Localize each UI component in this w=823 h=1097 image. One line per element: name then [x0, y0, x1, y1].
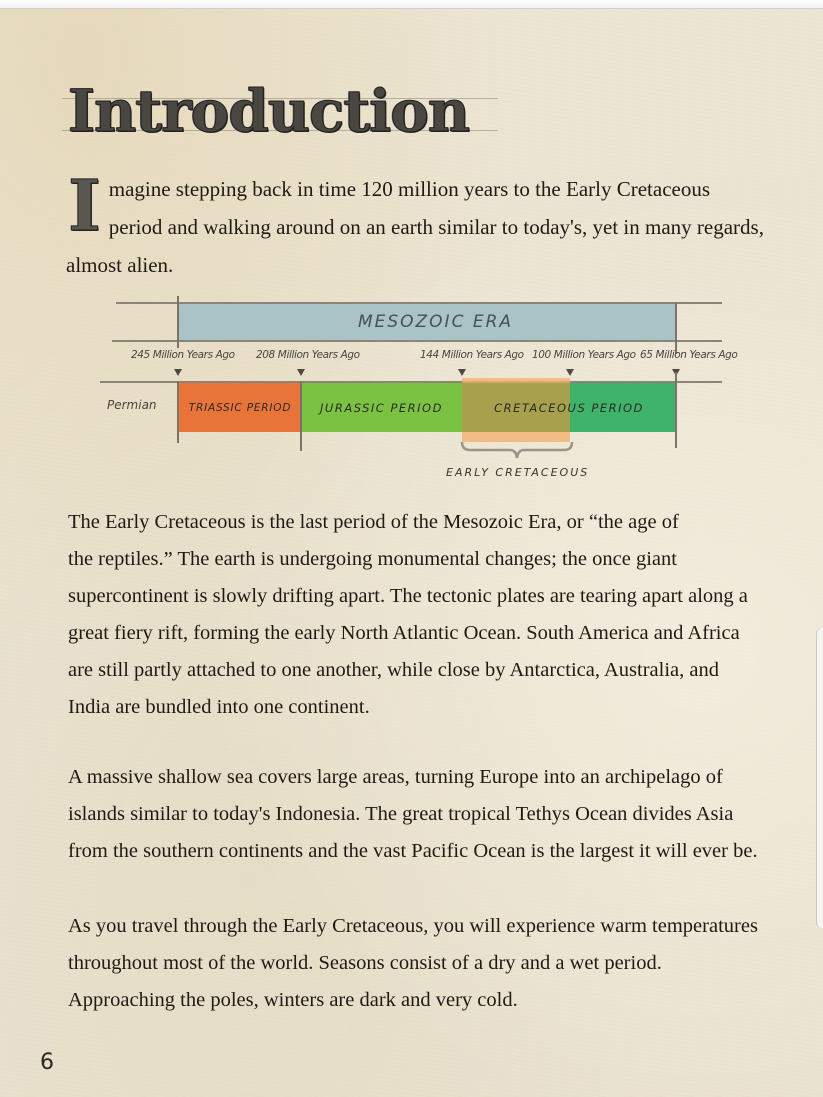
early-cretaceous-label: EARLY CRETACEOUS [446, 466, 590, 479]
brace-icon [460, 440, 574, 462]
cretaceous-label-wrap [462, 383, 676, 432]
era-label: MESOZOIC ERA [357, 312, 514, 332]
arrow-down-icon [174, 369, 182, 376]
paragraph-line: islands similar to today's Indonesia. The great tropical Tethys Ocean divides Asia [68, 803, 734, 825]
intro-line: magine stepping back in time 120 million years to the Early Cretaceous [108, 177, 711, 201]
period-bar-triassic [179, 383, 301, 432]
paragraph-line: Approaching the poles, winters are dark and very cold. [68, 989, 518, 1011]
era-end-line [675, 302, 677, 354]
marker-label: 100 Million Years Ago [532, 349, 636, 361]
intro-line: period and walking around on an earth similar to today's, yet in many regards, [108, 215, 764, 239]
period-divider [177, 381, 179, 443]
period-label: TRIASSIC PERIOD [188, 401, 292, 414]
paragraph-line: throughout most of the world. Seasons consist of a dry and a wet period. [68, 952, 662, 974]
marker-label: 245 Million Years Ago [131, 349, 235, 361]
intro-paragraph [66, 164, 768, 284]
intro-line: almost alien. [66, 253, 174, 277]
period-label: JURASSIC PERIOD [320, 400, 443, 415]
top-edge-strip [0, 0, 823, 9]
paragraph-line: India are bundled into one continent. [68, 696, 370, 718]
permian-label: Permian [107, 398, 157, 412]
marker-label: 65 Million Years Ago [640, 349, 738, 361]
scrollbar-handle[interactable] [816, 628, 823, 928]
body-paragraph [68, 759, 788, 870]
era-bar [179, 304, 676, 340]
paragraph-line: A massive shallow sea covers large areas, turning Europe into an archipelago of [68, 766, 723, 788]
period-divider [675, 372, 677, 448]
era-start-line [177, 296, 179, 348]
paragraph-line: from the southern continents and the vast Pacific Ocean is the largest it will ever be. [68, 840, 758, 862]
body-paragraph [68, 908, 788, 1019]
drop-cap: I [68, 164, 101, 247]
marker-label: 208 Million Years Ago [256, 349, 360, 361]
paragraph-line: The Early Cretaceous is the last period of the Mesozoic Era, or “the age of [68, 511, 679, 533]
timeline-guide-line [112, 340, 722, 342]
paragraph-line: the reptiles.” The earth is undergoing monumental changes; the once giant [68, 548, 677, 570]
paragraph-line: great fiery rift, forming the early North Atlantic Ocean. South America and Africa [68, 622, 740, 644]
marker-label: 144 Million Years Ago [420, 349, 524, 361]
arrow-down-icon [458, 369, 466, 376]
period-label: CRETACEOUS PERIOD [494, 400, 644, 415]
period-bar-jurassic [301, 383, 462, 432]
paragraph-line: As you travel through the Early Cretaceous, you will experience warm temperatures [68, 915, 758, 937]
paragraph-line: are still partly attached to one another, while close by Antarctica, Australia, and [68, 659, 719, 681]
arrow-down-icon [297, 369, 305, 376]
arrow-down-icon [566, 369, 574, 376]
paragraph-line: supercontinent is slowly drifting apart. The tectonic plates are tearing apart along a [68, 585, 748, 607]
period-divider [300, 381, 302, 451]
page-number: 6 [40, 1050, 54, 1075]
body-paragraph [68, 504, 788, 726]
page-title: Introduction [68, 77, 470, 145]
